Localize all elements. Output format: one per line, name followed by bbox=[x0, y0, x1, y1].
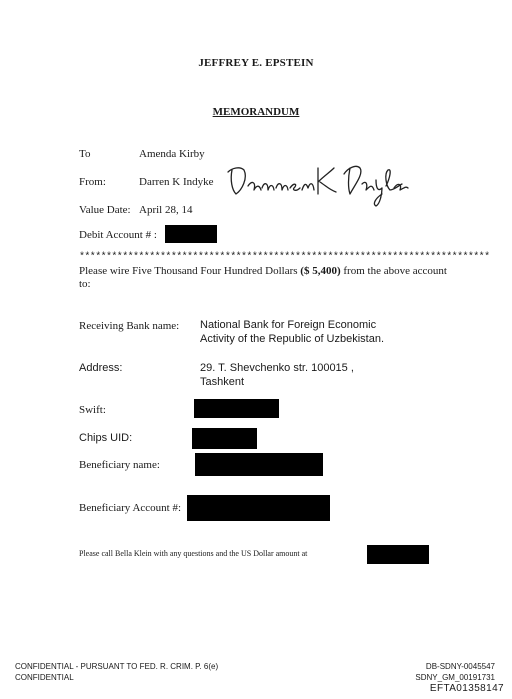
instruction-amount: ($ 5,400) bbox=[300, 265, 341, 277]
separator-line: **************************************************************************** bbox=[79, 252, 490, 263]
to-label: To bbox=[79, 148, 91, 160]
chips-uid-label: Chips UID: bbox=[79, 432, 133, 444]
instruction-text-post: from the above account to: bbox=[79, 265, 447, 290]
redaction-phone bbox=[367, 545, 429, 564]
receiving-bank-label: Receiving Bank name: bbox=[79, 320, 180, 332]
beneficiary-name-label: Beneficiary name: bbox=[79, 459, 160, 471]
footer-confidential: CONFIDENTIAL bbox=[15, 673, 74, 682]
from-label: From: bbox=[79, 176, 106, 188]
beneficiary-account-label: Beneficiary Account #: bbox=[79, 502, 182, 514]
footer-efta-number: EFTA01358147 bbox=[429, 683, 504, 694]
receiving-bank-line1: National Bank for Foreign Economic bbox=[200, 319, 377, 331]
redaction-beneficiary-name bbox=[195, 453, 323, 476]
call-instruction: Please call Bella Klein with any questions and the US Dollar amount at bbox=[79, 549, 308, 558]
signature-image bbox=[226, 160, 411, 208]
instruction-text-pre: Please wire Five Thousand Four Hundred Dollars bbox=[79, 265, 301, 277]
letterhead-name: JEFFREY E. EPSTEIN bbox=[198, 57, 314, 69]
to-value: Amenda Kirby bbox=[139, 148, 205, 160]
footer-bates-db: DB-SDNY-0045547 bbox=[425, 662, 495, 671]
footer-confidential-notice: CONFIDENTIAL - PURSUANT TO FED. R. CRIM. P. 6(e) bbox=[15, 662, 219, 671]
value-date-label: Value Date: bbox=[79, 204, 131, 216]
address-line1: 29. T. Shevchenko str. 100015 , bbox=[200, 362, 354, 374]
redaction-chips-uid bbox=[192, 428, 257, 449]
address-label: Address: bbox=[79, 362, 123, 374]
swift-label: Swift: bbox=[79, 404, 106, 416]
address-line2: Tashkent bbox=[200, 376, 245, 388]
from-value: Darren K Indyke bbox=[139, 176, 214, 188]
footer-bates-sdny: SDNY_GM_00191731 bbox=[415, 673, 495, 682]
memo-title-text: MEMORANDUM bbox=[212, 106, 300, 118]
memo-title bbox=[0, 106, 512, 118]
receiving-bank-line2: Activity of the Republic of Uzbekistan. bbox=[200, 333, 385, 345]
debit-account-label: Debit Account # : bbox=[79, 229, 157, 241]
wire-instruction bbox=[79, 265, 449, 291]
value-date: April 28, 14 bbox=[139, 204, 193, 216]
redaction-beneficiary-account bbox=[187, 495, 330, 521]
redaction-swift bbox=[194, 399, 279, 418]
redaction-debit-account bbox=[165, 225, 217, 243]
